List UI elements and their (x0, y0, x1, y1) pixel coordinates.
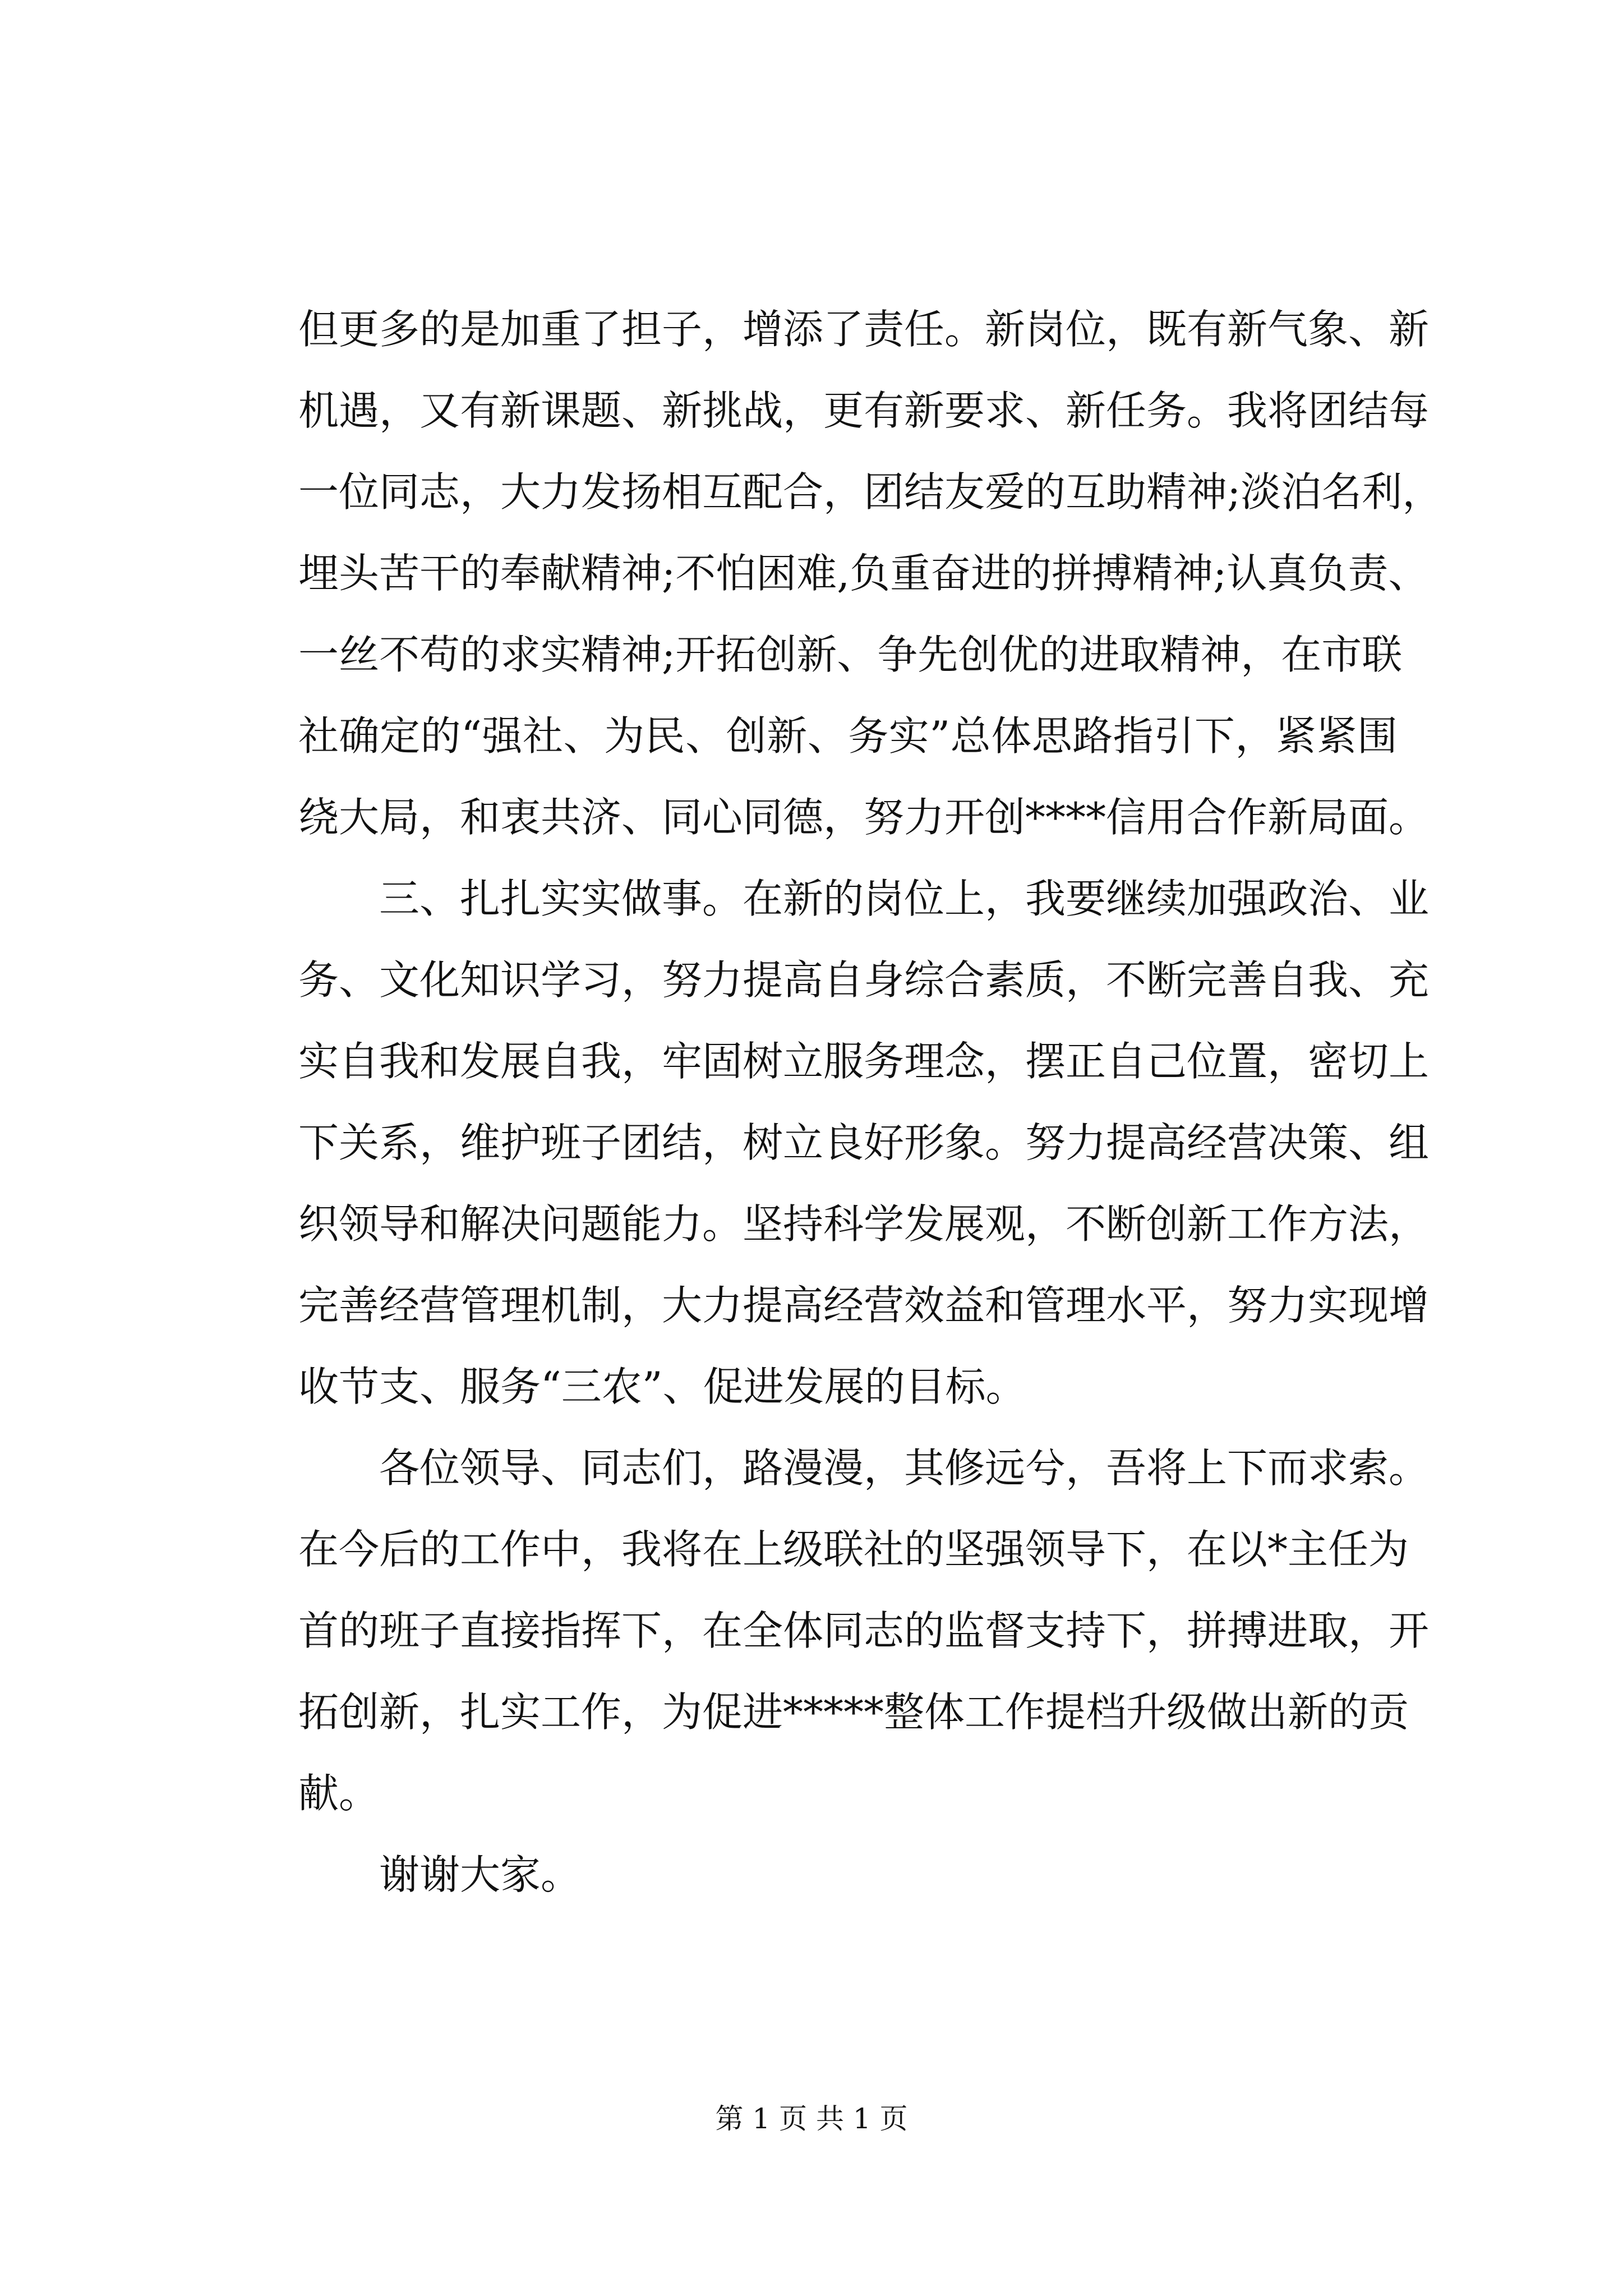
body-line-20: 谢谢大家。 (298, 1851, 582, 1898)
body-line-8: 三、扎扎实实做事。在新的岗位上，我要继续加强政治、业 (298, 875, 1430, 922)
body-line-7: 绕大局，和衷共济、同心同德，努力开创****信用合作新局面。 (298, 794, 1430, 841)
body-line-10: 实自我和发展自我，牢固树立服务理念，摆正自己位置，密切上 (298, 1038, 1430, 1085)
body-line-9: 务、文化知识学习，努力提高自身综合素质，不断完善自我、充 (298, 956, 1430, 1004)
body-line-3: 一位同志，大力发扬相互配合，团结友爱的互助精神;淡泊名利， (298, 468, 1443, 516)
body-line-16: 在今后的工作中，我将在上级联社的坚强领导下，在以*主任为 (298, 1526, 1409, 1573)
body-line-1: 但更多的是加重了担子，增添了责任。新岗位，既有新气象、新 (298, 306, 1430, 353)
body-line-13: 完善经营管理机制，大力提高经营效益和管理水平，努力实现增 (298, 1282, 1430, 1329)
page-number-footer: 第 1 页 共 1 页 (715, 2102, 908, 2135)
body-line-5: 一丝不苟的求实精神;开拓创新、争先创优的进取精神，在市联 (298, 631, 1403, 678)
body-line-18: 拓创新，扎实工作，为促进*****整体工作提档升级做出新的贡 (298, 1688, 1409, 1736)
body-line-11: 下关系，维护班子团结，树立良好形象。努力提高经营决策、组 (298, 1119, 1430, 1166)
body-line-17: 首的班子直接指挥下，在全体同志的监督支持下，拼搏进取，开 (298, 1607, 1430, 1654)
body-line-14: 收节支、服务“三农”、促进发展的目标。 (298, 1363, 1026, 1410)
body-line-6: 社确定的“强社、为民、创新、务实”总体思路指引下，紧紧围 (298, 712, 1398, 760)
body-line-2: 机遇，又有新课题、新挑战，更有新要求、新任务。我将团结每 (298, 387, 1430, 434)
body-line-4: 埋头苦干的奉献精神;不怕困难,负重奋进的拼搏精神;认真负责、 (298, 550, 1429, 597)
body-line-15: 各位领导、同志们，路漫漫，其修远兮，吾将上下而求索。 (298, 1444, 1430, 1492)
body-line-19: 献。 (298, 1770, 380, 1817)
body-line-12: 织领导和解决问题能力。坚持科学发展观，不断创新工作方法， (298, 1200, 1430, 1248)
